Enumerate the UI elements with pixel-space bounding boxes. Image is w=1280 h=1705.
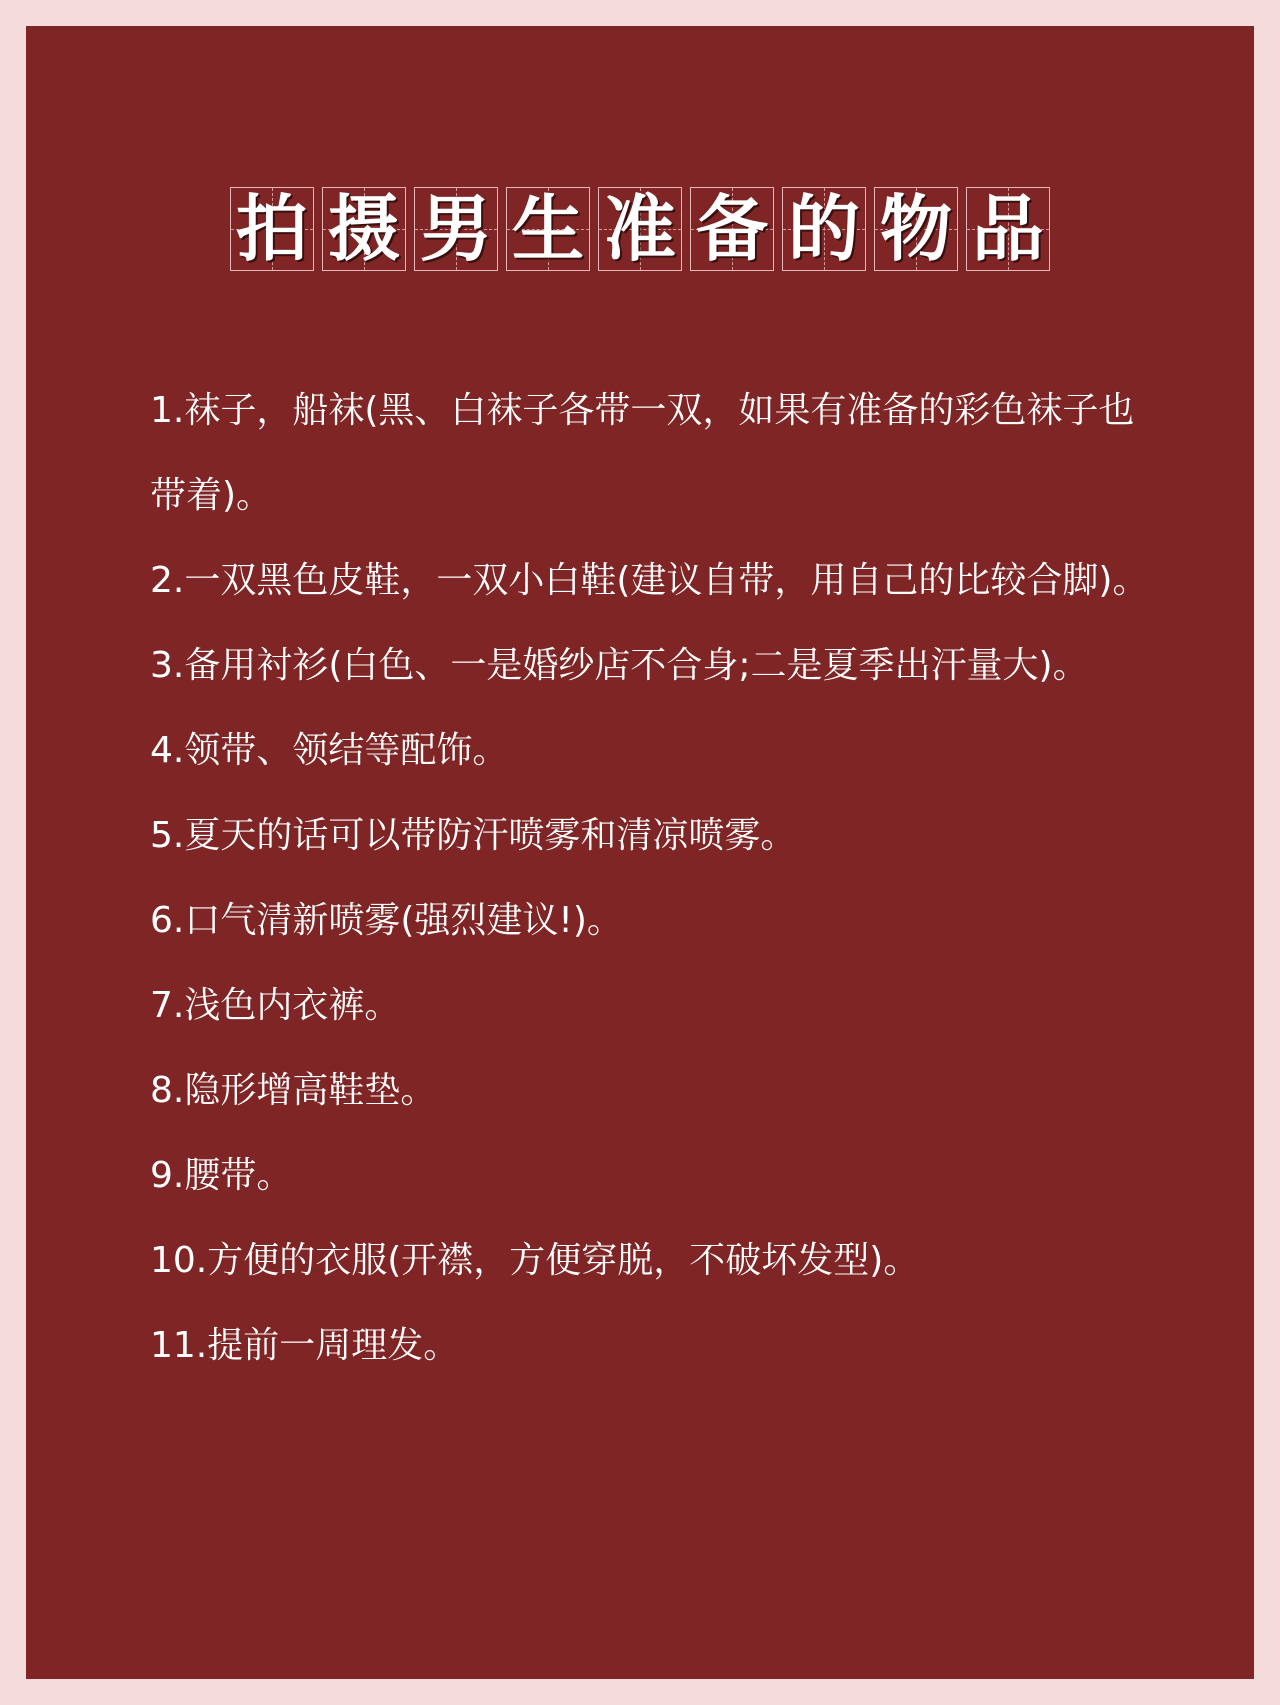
title-char: 男 [419, 186, 492, 271]
content-card [26, 26, 1254, 1679]
title-char: 物 [879, 186, 952, 271]
item-list [150, 368, 1160, 1388]
title-grid-cell [874, 187, 958, 271]
title-grid-cell [230, 187, 314, 271]
title-grid-cell [598, 187, 682, 271]
list-item: 8.隐形增高鞋垫。 [150, 1070, 437, 1111]
list-item: 1.袜子，船袜(黑、白袜子各带一双，如果有准备的彩色袜子也带着)。 [150, 390, 1135, 516]
title-char: 品 [971, 186, 1044, 271]
list-item: 4.领带、领结等配饰。 [150, 730, 509, 771]
list-item: 5.夏天的话可以带防汗喷雾和清凉喷雾。 [150, 815, 797, 856]
title-char: 备 [695, 186, 768, 271]
title-char: 生 [511, 186, 584, 271]
title-grid-cell [506, 187, 590, 271]
title-grid-cell [966, 187, 1050, 271]
page-title [26, 187, 1254, 271]
title-grid-cell [322, 187, 406, 271]
list-item: 10.方便的衣服(开襟，方便穿脱，不破坏发型)。 [150, 1240, 920, 1281]
list-item: 3.备用衬衫(白色、一是婚纱店不合身;二是夏季出汗量大)。 [150, 645, 1089, 686]
list-item: 7.浅色内衣裤。 [150, 985, 401, 1026]
title-char: 的 [787, 186, 860, 271]
title-grid-cell [782, 187, 866, 271]
list-item: 6.口气清新喷雾(强烈建议!)。 [150, 900, 623, 941]
title-grid-cell [690, 187, 774, 271]
list-item: 9.腰带。 [150, 1155, 293, 1196]
list-item: 2.一双黑色皮鞋，一双小白鞋(建议自带，用自己的比较合脚)。 [150, 560, 1149, 601]
title-char: 准 [603, 186, 676, 271]
title-char: 摄 [327, 186, 400, 271]
list-item: 11.提前一周理发。 [150, 1325, 460, 1366]
title-grid-cell [414, 187, 498, 271]
title-char: 拍 [235, 186, 308, 271]
